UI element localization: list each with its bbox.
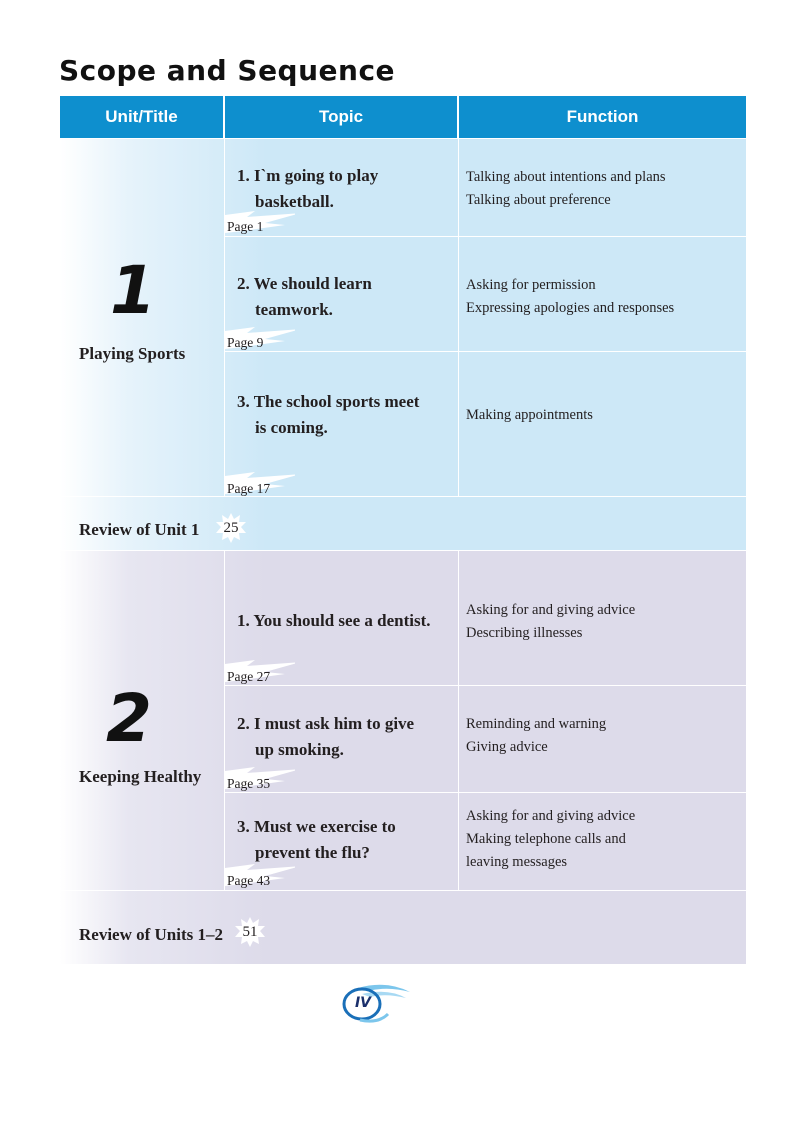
page-numeral: IV [354,995,372,1011]
divider [60,890,746,891]
unit-number: 2 [106,680,152,757]
function-item: leaving messages [466,854,568,870]
page-tag: Page 17 [227,481,271,496]
page-tag: Page 35 [227,776,271,791]
topic-line: 2. We should learn [237,274,372,293]
lesson-functions [466,274,674,320]
topic-line: is coming. [255,418,328,437]
lesson-functions [466,599,635,645]
function-item: Giving advice [466,739,548,755]
topic-line: basketball. [255,192,334,211]
lesson-topic [237,814,396,866]
function-item: Making telephone calls and [466,831,626,847]
page-tag: Page 27 [227,669,271,684]
function-item: Expressing apologies and responses [466,300,675,316]
divider [225,685,746,686]
review-label: Review of Unit 1 [79,520,200,539]
divider [60,496,746,497]
lesson-topic [237,389,419,441]
lesson-topic [237,163,378,215]
review-page-number: 51 [242,923,258,940]
review-page-badge [235,917,265,947]
lesson-functions [466,805,635,874]
function-item: Asking for and giving advice [466,602,636,618]
function-item: Describing illnesses [466,625,583,641]
function-item: Talking about preference [466,192,611,208]
divider [225,792,746,793]
divider [458,139,459,496]
header-unit-title: Unit/Title [60,96,223,138]
topic-line: 3. Must we exercise to [237,817,396,836]
divider [225,351,746,352]
lesson-topic [237,271,372,323]
page-title: Scope and Sequence [59,54,396,87]
header-function: Function [459,96,746,138]
lesson-functions [466,404,593,427]
unit-title: Keeping Healthy [79,767,202,786]
lesson-topic [237,608,431,634]
lesson-functions [466,713,606,759]
lesson-topic [237,711,414,763]
topic-line: up smoking. [255,740,344,759]
function-item: Asking for and giving advice [466,808,636,824]
divider [224,139,225,496]
topic-line: 1. I`m going to play [237,166,379,185]
function-item: Talking about intentions and plans [466,169,666,185]
topic-line: 2. I must ask him to give [237,714,415,733]
divider [458,551,459,890]
divider [224,551,225,890]
page-tag: Page 9 [227,335,264,350]
lesson-functions [466,166,666,212]
page-tag: Page 43 [227,873,271,888]
unit-title: Playing Sports [79,344,186,363]
topic-line: teamwork. [255,300,333,319]
review-label: Review of Units 1–2 [79,925,224,944]
review-page-number: 25 [223,519,239,536]
page-number-badge [338,982,414,1028]
function-item: Asking for permission [466,277,596,293]
unit-number: 1 [110,252,156,329]
divider [225,236,746,237]
review-page-badge [216,513,246,543]
header-topic: Topic [225,96,457,138]
function-item: Making appointments [466,407,593,423]
page-tag: Page 1 [227,219,264,234]
topic-line: prevent the flu? [255,843,370,862]
topic-line: 1. You should see a dentist. [237,611,431,630]
topic-line: 3. The school sports meet [237,392,420,411]
function-item: Reminding and warning [466,716,607,732]
